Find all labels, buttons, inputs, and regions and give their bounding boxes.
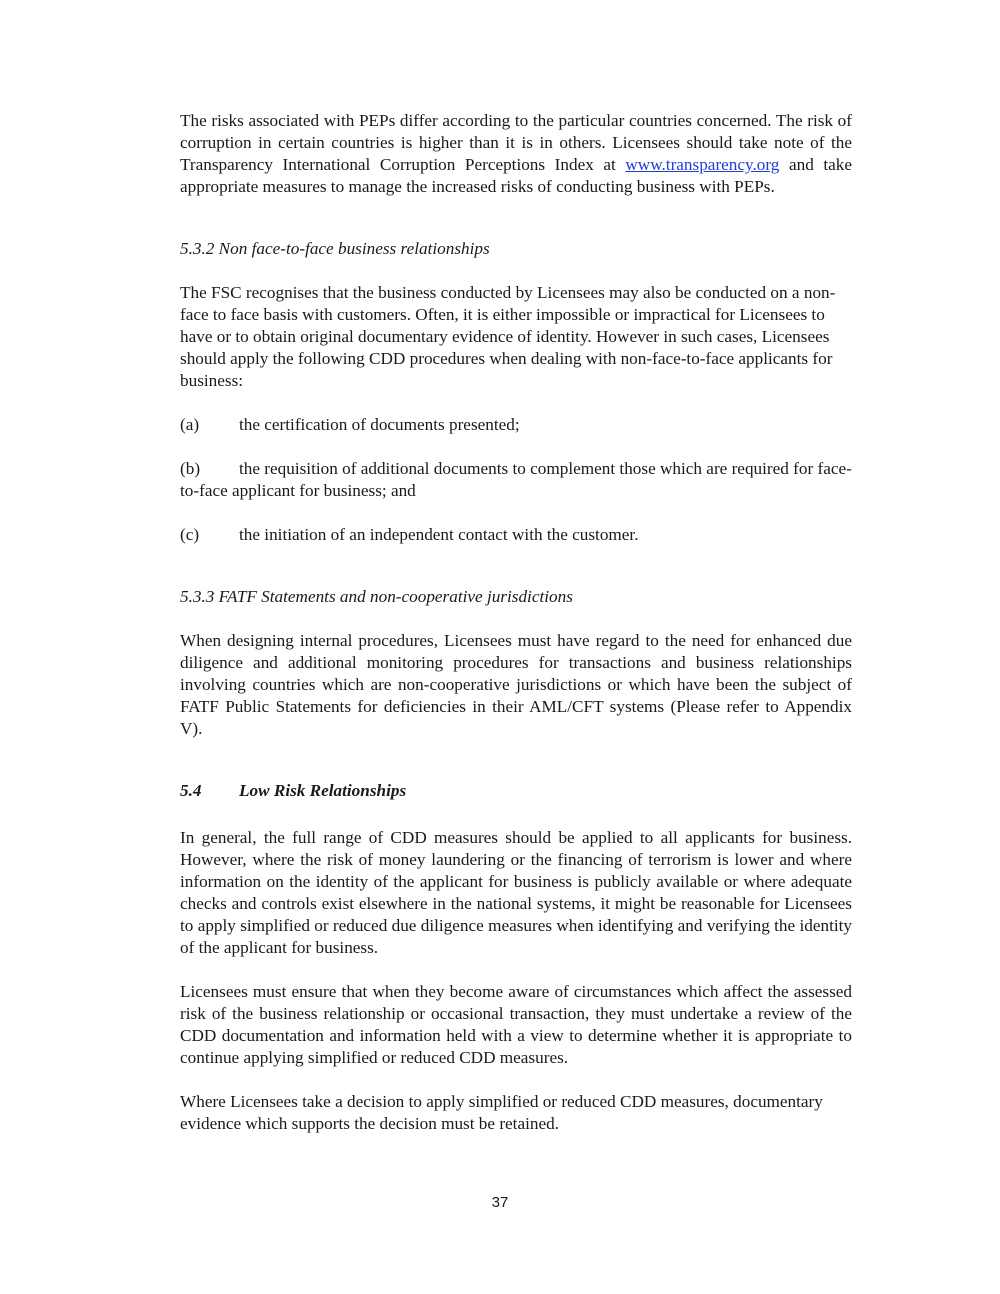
list-item-b <box>180 458 874 502</box>
heading-5-4 <box>180 780 852 802</box>
list-text-b: the requisition of additional documents to complement those which are required for face- to-face applicant for business; and <box>180 459 852 500</box>
heading-5-3-3: 5.3.3 FATF Statements and non-cooperative jurisdictions <box>180 587 573 606</box>
intro-text-before-link: The risks associated with PEPs differ according to the particular countries concerned. The risk of corruption in certain countries is higher than it is in others. Licensees should take note of the Transparency International Corruption Perceptions Index at <box>180 111 852 174</box>
document-page <box>180 110 852 1135</box>
paragraph-5-4-review: Licensees must ensure that when they become aware of circumstances which affect the assessed risk of the business relationship or occasional transaction, they must undertake a review of the CDD documentation and information held with a view to determine whether it is appropriate to continue applying simplified or reduced CDD measures. <box>180 982 852 1067</box>
intro-paragraph <box>180 110 852 198</box>
transparency-link[interactable]: www.transparency.org <box>625 155 780 174</box>
intro-text-after-link: and take appropriate measures to manage the increased risks of conducting business with PEPs. <box>180 155 852 196</box>
list-marker-c: (c) <box>180 525 200 544</box>
list-marker-a: (a) <box>180 415 200 434</box>
page-number: 37 <box>491 1194 509 1211</box>
list-item-a <box>180 414 874 436</box>
list-marker-b: (b) <box>180 459 201 478</box>
paragraph-5-3-3: When designing internal procedures, Licensees must have regard to the need for enhanced due diligence and additional monitoring procedures for transactions and business relationships involving countries which are non-cooperative jurisdictions or which have been the subject of FATF Public Statements for deficiencies in their AML/CFT systems (Please refer to Appendix V). <box>180 631 852 738</box>
heading-5-3-2: 5.3.2 Non face-to-face business relationships <box>180 239 490 258</box>
list-text-a: the certification of documents presented; <box>239 415 520 434</box>
section-title-5-4: Low Risk Relationships <box>239 781 407 800</box>
paragraph-5-4-evidence: Where Licensees take a decision to apply simplified or reduced CDD measures, documentary evidence which supports the decision must be retained. <box>180 1092 823 1133</box>
paragraph-5-3-2: The FSC recognises that the business conducted by Licensees may also be conducted on a non-face to face basis with customers. Often, it is either impossible or impractical for Licensees to have or to obtain original documentary evidence of identity. However in such cases, Licensees should apply the following CDD procedures when dealing with non-face-to-face applicants for business: <box>180 283 836 390</box>
list-item-c <box>180 524 874 546</box>
section-number-5-4: 5.4 <box>180 781 202 800</box>
paragraph-5-4-general: In general, the full range of CDD measures should be applied to all applicants for business. However, where the risk of money laundering or the financing of terrorism is lower and where information on the identity of the applicant for business is publicly available or where adequate checks and controls exist elsewhere in the national systems, it might be reasonable for Licensees to apply simplified or reduced due diligence measures when identifying and verifying the identity of the applicant for business. <box>180 828 852 957</box>
list-text-c: the initiation of an independent contact with the customer. <box>239 525 639 544</box>
